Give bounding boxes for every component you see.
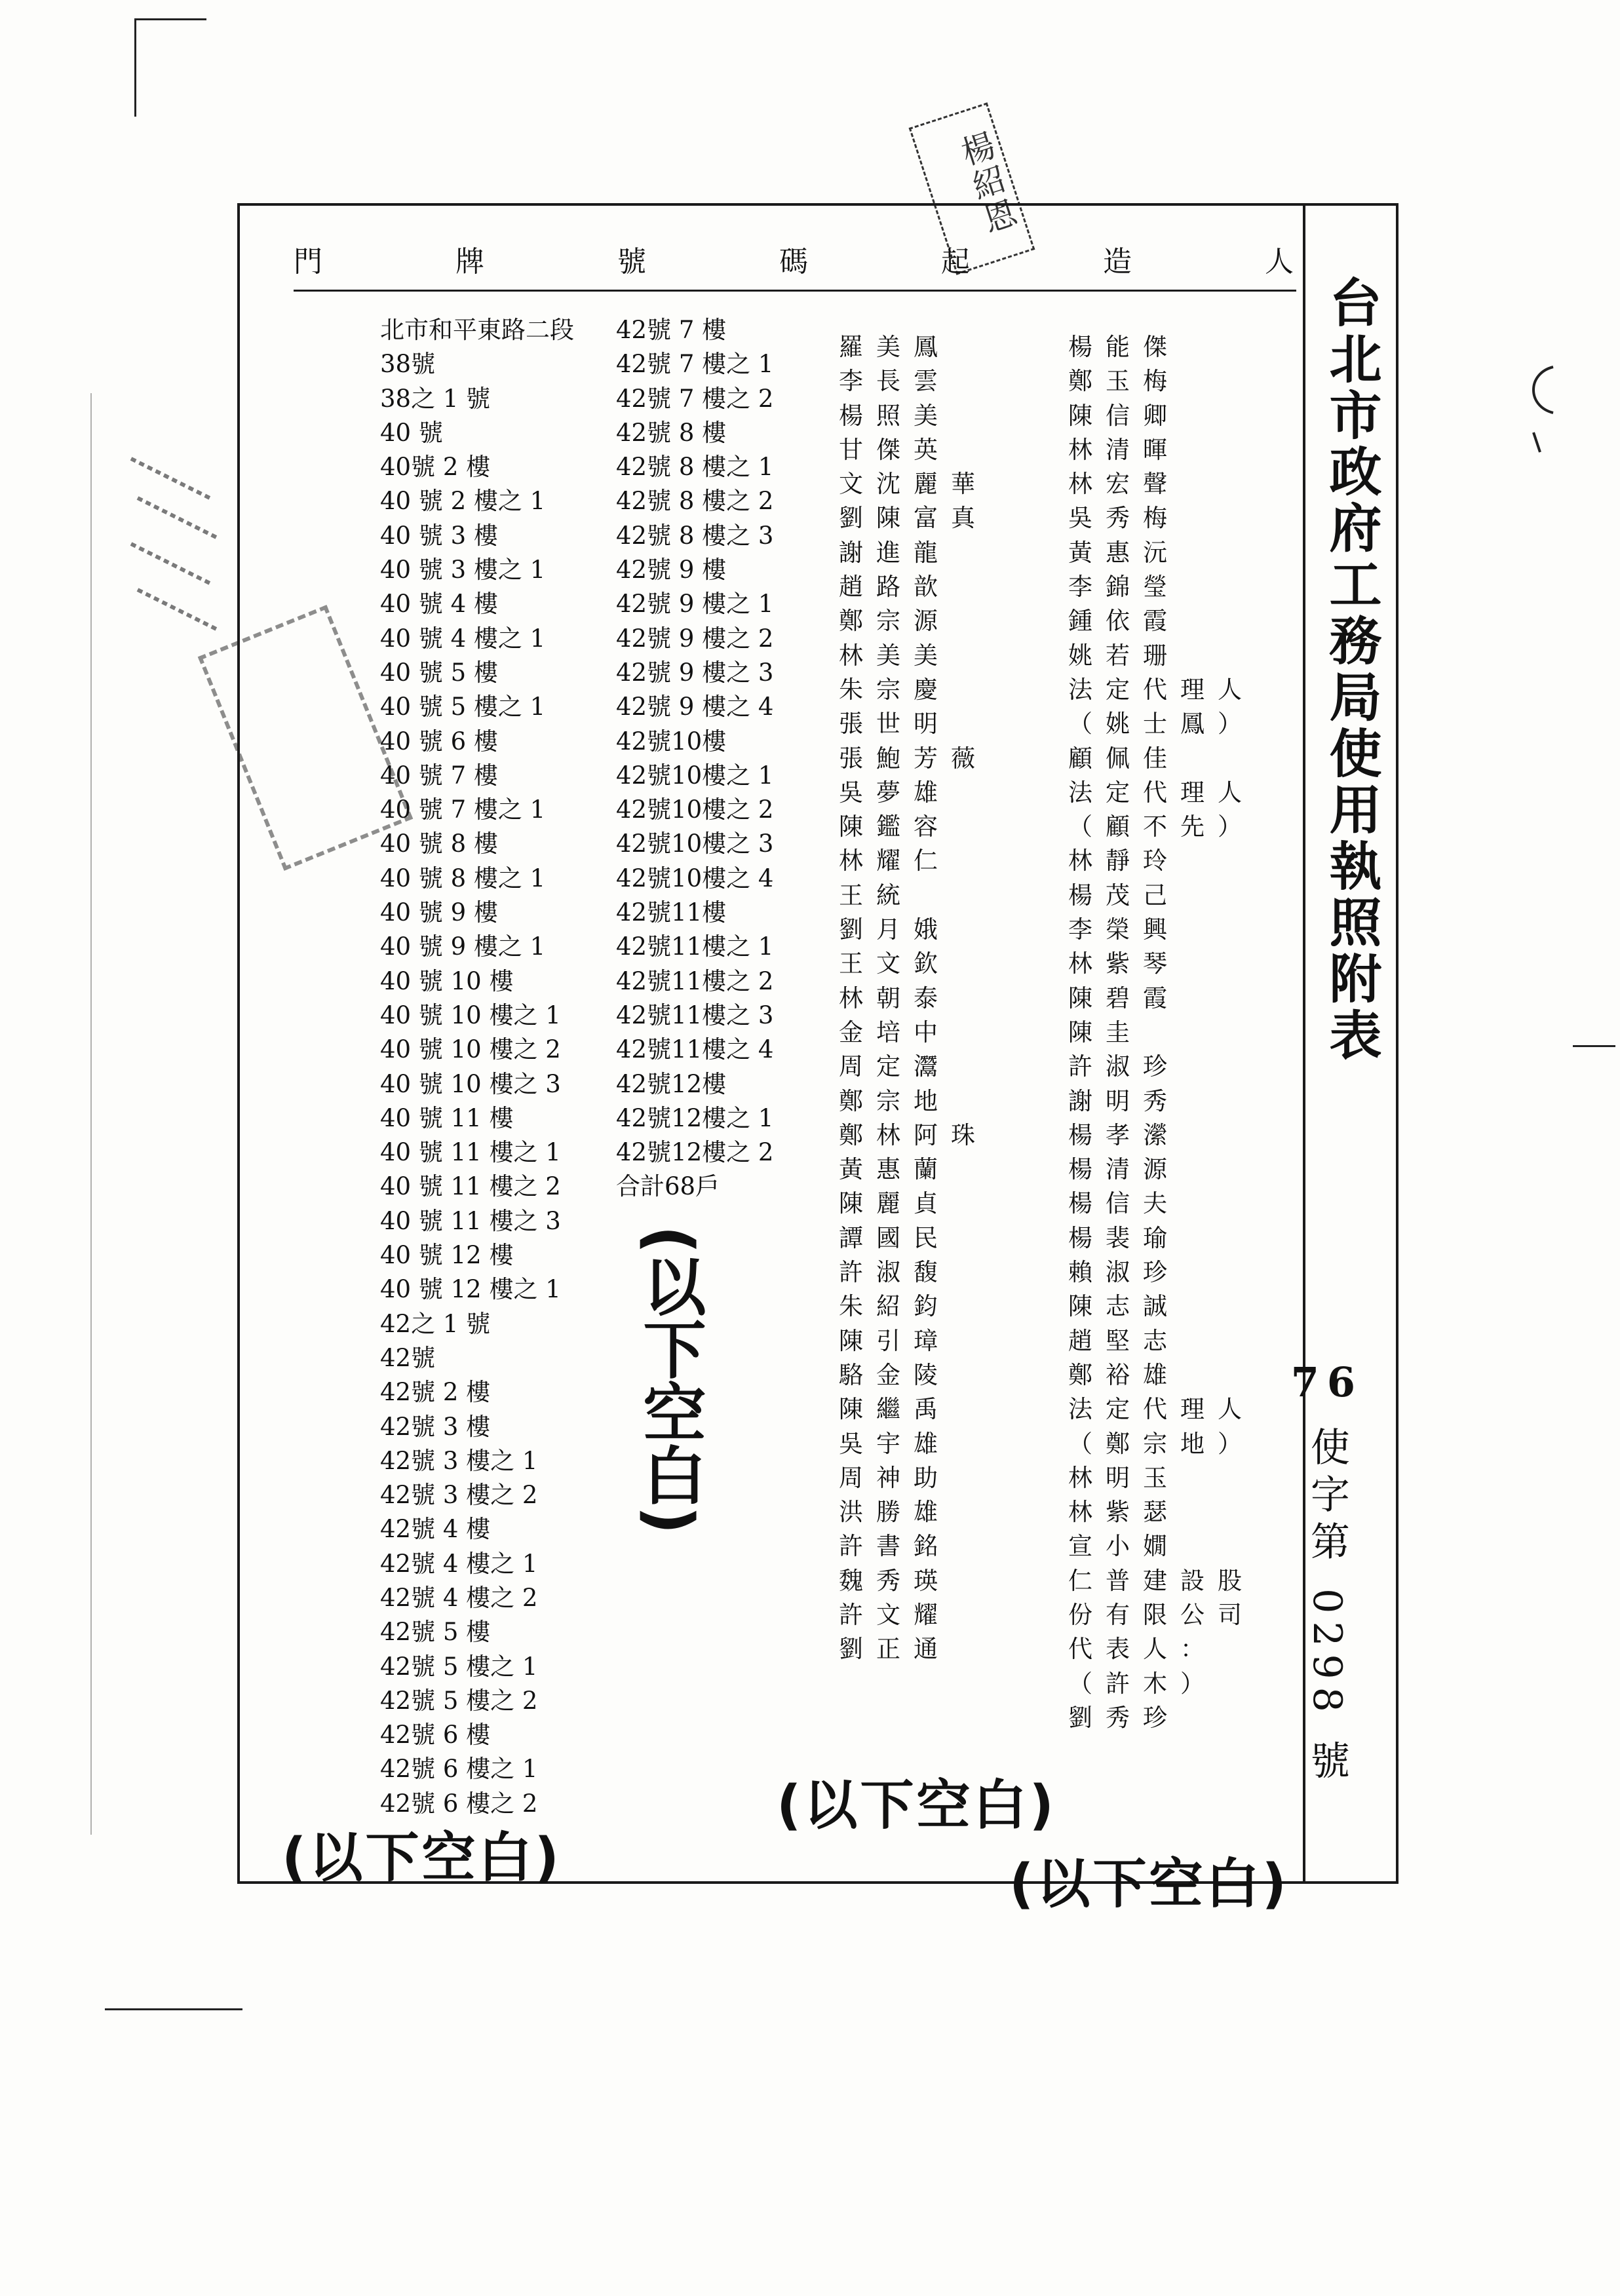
list-item: 鍾依霞 bbox=[1068, 607, 1180, 636]
list-item: 陳圭 bbox=[1068, 1018, 1143, 1046]
list-item: 42號11樓之 3 bbox=[616, 1001, 774, 1029]
blank-mark-col3: (以下空白) bbox=[777, 1774, 1056, 1837]
list-item: 42號11樓之 1 bbox=[616, 932, 774, 961]
list-item: 40 號 5 樓 bbox=[380, 658, 498, 687]
list-item: 40 號 11 樓之 3 bbox=[380, 1206, 561, 1235]
list-item: 周定灊 bbox=[839, 1052, 951, 1081]
list-item: 李榮興 bbox=[1068, 915, 1180, 944]
list-item: 楊清源 bbox=[1068, 1155, 1180, 1184]
list-item: 楊裴瑜 bbox=[1068, 1223, 1180, 1252]
list-item: 文沈麗華 bbox=[839, 470, 988, 499]
list-item: 38號 bbox=[380, 350, 436, 379]
list-item: 駱金陵 bbox=[839, 1360, 951, 1389]
header-col-0: 門 bbox=[294, 245, 325, 278]
list-item: 甘傑英 bbox=[839, 435, 951, 464]
scan-edge-line-top bbox=[134, 18, 136, 117]
address-column-1 bbox=[380, 313, 574, 1821]
list-item: 42號10樓之 2 bbox=[616, 795, 774, 824]
list-item: 朱宗慶 bbox=[839, 675, 951, 704]
list-item: 42號 9 樓 bbox=[616, 556, 727, 584]
list-item: 鄭玉梅 bbox=[1068, 367, 1180, 396]
list-item: 劉月娥 bbox=[839, 915, 951, 944]
list-item: 李長雲 bbox=[839, 367, 951, 396]
scan-edge-line-left bbox=[90, 393, 92, 1835]
list-item: 42號10樓之 3 bbox=[616, 830, 774, 858]
list-item: 42號 6 樓之 2 bbox=[380, 1789, 538, 1818]
blank-mark-col1: (以下空白) bbox=[282, 1827, 562, 1889]
list-item: 宣小嫺 bbox=[1068, 1532, 1180, 1561]
list-item: 42號11樓 bbox=[616, 898, 727, 927]
list-item: 趙路歆 bbox=[839, 573, 951, 602]
list-item: 42號 6 樓之 1 bbox=[380, 1755, 538, 1784]
list-item: 42號 3 樓之 2 bbox=[380, 1481, 538, 1510]
list-item: 許文耀 bbox=[839, 1600, 951, 1629]
list-item: 40 號 8 樓之 1 bbox=[380, 864, 546, 892]
list-item: 金培中 bbox=[839, 1018, 951, 1046]
list-item: 42號 9 樓之 3 bbox=[616, 658, 774, 687]
list-item: 劉正通 bbox=[839, 1635, 951, 1664]
header-col-2: 號 bbox=[617, 245, 649, 278]
list-item: 40 號 4 樓之 1 bbox=[380, 624, 546, 653]
list-item: 42號 8 樓 bbox=[616, 418, 727, 447]
list-item: 法定代理人 bbox=[1068, 675, 1255, 704]
list-item: 李錦瑩 bbox=[1068, 573, 1180, 602]
list-item: 張世明 bbox=[839, 710, 951, 738]
scan-smudge-right bbox=[1514, 360, 1573, 465]
list-item: 林紫琴 bbox=[1068, 949, 1180, 978]
list-item: 42號10樓之 4 bbox=[616, 864, 774, 892]
list-item: 謝進龍 bbox=[839, 538, 951, 567]
list-item: 楊茂己 bbox=[1068, 881, 1180, 909]
list-item: 42號11樓之 2 bbox=[616, 966, 774, 995]
builder-column-1 bbox=[839, 330, 988, 1667]
builder-column-2 bbox=[1068, 330, 1255, 1735]
header-col-6: 人 bbox=[1265, 245, 1296, 278]
list-item: 42號 4 樓之 2 bbox=[380, 1583, 538, 1612]
list-item: 吳夢雄 bbox=[839, 778, 951, 807]
list-item: 40 號 10 樓 bbox=[380, 966, 514, 995]
list-item: 40 號 4 樓 bbox=[380, 590, 498, 619]
scan-mark-bottom bbox=[105, 2008, 242, 2010]
list-item: 楊信夫 bbox=[1068, 1189, 1180, 1218]
list-item: 林朝泰 bbox=[839, 984, 951, 1012]
list-item: 朱紹鈞 bbox=[839, 1292, 951, 1321]
blank-mark-col2: (以下空白) bbox=[633, 1225, 706, 1535]
list-item: 黃惠蘭 bbox=[839, 1155, 951, 1184]
list-item: 42號 3 樓之 1 bbox=[380, 1446, 538, 1475]
list-item: 北市和平東路二段 bbox=[380, 316, 574, 344]
list-item: 賴淑珍 bbox=[1068, 1258, 1180, 1287]
header-col-5: 造 bbox=[1103, 245, 1134, 278]
permit-year: 76 bbox=[1290, 1358, 1363, 1406]
list-item: 42號10樓 bbox=[616, 727, 727, 756]
list-item: 42號 6 樓 bbox=[380, 1721, 491, 1750]
list-item: 譚國民 bbox=[839, 1223, 951, 1252]
list-item: 林紫瑟 bbox=[1068, 1498, 1180, 1527]
list-item: 顧佩佳 bbox=[1068, 744, 1180, 773]
list-item: 代表人： bbox=[1068, 1635, 1218, 1664]
list-item: 仁普建設股 bbox=[1068, 1566, 1255, 1595]
list-item: 40 號 11 樓 bbox=[380, 1103, 514, 1132]
list-item: 40 號 9 樓之 1 bbox=[380, 932, 546, 961]
header-separator bbox=[294, 290, 1296, 292]
list-item: 吳宇雄 bbox=[839, 1429, 951, 1458]
list-item: 38之 1 號 bbox=[380, 384, 491, 413]
list-item: 羅美鳳 bbox=[839, 333, 951, 361]
list-item: 42號11樓之 4 bbox=[616, 1035, 774, 1064]
list-item: 42號12樓 bbox=[616, 1069, 727, 1098]
list-item: 劉陳富真 bbox=[839, 504, 988, 533]
list-item: 陳鑑容 bbox=[839, 813, 951, 841]
document-title: 台北市政府工務局使用執照附表 bbox=[1321, 275, 1382, 1064]
list-item: 黃惠沅 bbox=[1068, 538, 1180, 567]
list-item: 法定代理人 bbox=[1068, 1395, 1255, 1424]
list-item: 40 號 6 樓 bbox=[380, 727, 498, 756]
list-item: 陳信卿 bbox=[1068, 401, 1180, 430]
list-item: 洪勝雄 bbox=[839, 1498, 951, 1527]
list-item: 42號 9 樓之 4 bbox=[616, 693, 774, 721]
list-item: 陳引璋 bbox=[839, 1326, 951, 1355]
list-item: 40 號 2 樓之 1 bbox=[380, 487, 546, 516]
list-item: 楊照美 bbox=[839, 401, 951, 430]
list-item: 42號 4 樓 bbox=[380, 1515, 491, 1544]
list-item: 林清暉 bbox=[1068, 435, 1180, 464]
list-item: 許淑馥 bbox=[839, 1258, 951, 1287]
list-item: 42號 2 樓 bbox=[380, 1378, 491, 1407]
list-item: 40 號 5 樓之 1 bbox=[380, 693, 546, 721]
list-item: 42號 5 樓之 2 bbox=[380, 1686, 538, 1715]
list-item: 林美美 bbox=[839, 641, 951, 670]
list-item: 陳碧霞 bbox=[1068, 984, 1180, 1012]
list-item: （顧不先） bbox=[1068, 813, 1255, 841]
list-item: 42號 8 樓之 1 bbox=[616, 453, 774, 482]
list-item: 40 號 9 樓 bbox=[380, 898, 498, 927]
address-column-2 bbox=[616, 313, 773, 1204]
list-item: 42之 1 號 bbox=[380, 1309, 491, 1338]
list-item: 周神助 bbox=[839, 1463, 951, 1492]
list-item: 42號 7 樓 bbox=[616, 316, 727, 344]
permit-number bbox=[1284, 1343, 1363, 1802]
list-item: 吳秀梅 bbox=[1068, 504, 1180, 533]
header-col-1: 牌 bbox=[455, 245, 487, 278]
list-item: 鄭宗源 bbox=[839, 607, 951, 636]
list-item: 林耀仁 bbox=[839, 847, 951, 875]
list-item: 42號12樓之 1 bbox=[616, 1103, 774, 1132]
list-item: 陳繼禹 bbox=[839, 1395, 951, 1424]
list-item: 40 號 10 樓之 2 bbox=[380, 1035, 561, 1064]
list-item: 趙堅志 bbox=[1068, 1326, 1180, 1355]
list-item: 姚若珊 bbox=[1068, 641, 1180, 670]
list-item: 楊能傑 bbox=[1068, 333, 1180, 361]
list-item: （姚士鳳） bbox=[1068, 710, 1255, 738]
scan-smudge-left bbox=[118, 446, 223, 655]
header-col-4: 起 bbox=[941, 245, 973, 278]
list-item: 42號 5 樓 bbox=[380, 1618, 491, 1647]
table-header bbox=[294, 223, 1296, 295]
permit-suffix: 使字第 0298 號 bbox=[1303, 1426, 1350, 1788]
list-item: 張鮑芳薇 bbox=[839, 744, 988, 773]
list-item: 40 號 11 樓之 1 bbox=[380, 1138, 561, 1167]
list-item: 40 號 7 樓之 1 bbox=[380, 795, 546, 824]
list-item: 林宏聲 bbox=[1068, 470, 1180, 499]
list-item: 42號 3 樓 bbox=[380, 1412, 491, 1441]
list-item: 42號 bbox=[380, 1343, 436, 1372]
list-item: 鄭林阿珠 bbox=[839, 1120, 988, 1149]
list-item: 42號 7 樓之 2 bbox=[616, 384, 774, 413]
list-item: 42號 5 樓之 1 bbox=[380, 1652, 538, 1681]
list-item: 楊孝瀠 bbox=[1068, 1120, 1180, 1149]
list-item: 42號 8 樓之 2 bbox=[616, 487, 774, 516]
scan-mark-right bbox=[1573, 1045, 1615, 1047]
total-count: 合計68戶 bbox=[616, 1172, 720, 1201]
list-item: 40 號 bbox=[380, 418, 443, 447]
list-item: 陳志誠 bbox=[1068, 1292, 1180, 1321]
list-item: 42號10樓之 1 bbox=[616, 761, 774, 790]
list-item: 40 號 7 樓 bbox=[380, 761, 498, 790]
list-item: 40 號 12 樓 bbox=[380, 1241, 514, 1270]
list-item: 40號 2 樓 bbox=[380, 453, 491, 482]
list-item: 許淑珍 bbox=[1068, 1052, 1180, 1081]
list-item: 份有限公司 bbox=[1068, 1600, 1255, 1629]
blank-mark-col4: (以下空白) bbox=[1009, 1853, 1289, 1915]
list-item: 謝明秀 bbox=[1068, 1086, 1180, 1115]
list-item: 鄭裕雄 bbox=[1068, 1360, 1180, 1389]
list-item: 42號 9 樓之 2 bbox=[616, 624, 774, 653]
list-item: 林明玉 bbox=[1068, 1463, 1180, 1492]
list-item: 陳麗貞 bbox=[839, 1189, 951, 1218]
list-item: （許木） bbox=[1068, 1669, 1218, 1698]
list-item: （鄭宗地） bbox=[1068, 1429, 1255, 1458]
list-item: 鄭宗地 bbox=[839, 1086, 951, 1115]
list-item: 42號 8 樓之 3 bbox=[616, 521, 774, 550]
list-item: 法定代理人 bbox=[1068, 778, 1255, 807]
list-item: 40 號 3 樓 bbox=[380, 521, 498, 550]
header-col-3: 碼 bbox=[779, 245, 811, 278]
list-item: 42號 9 樓之 1 bbox=[616, 590, 774, 619]
list-item: 40 號 3 樓之 1 bbox=[380, 556, 546, 584]
list-item: 劉秀珍 bbox=[1068, 1703, 1180, 1732]
list-item: 40 號 11 樓之 2 bbox=[380, 1172, 561, 1201]
list-item: 42號 7 樓之 1 bbox=[616, 350, 774, 379]
list-item: 40 號 10 樓之 3 bbox=[380, 1069, 561, 1098]
list-item: 魏秀瑛 bbox=[839, 1566, 951, 1595]
scan-edge-line-top-h bbox=[134, 18, 206, 20]
list-item: 王統 bbox=[839, 881, 914, 909]
list-item: 林靜玲 bbox=[1068, 847, 1180, 875]
list-item: 40 號 8 樓 bbox=[380, 830, 498, 858]
list-item: 42號12樓之 2 bbox=[616, 1138, 774, 1167]
list-item: 40 號 12 樓之 1 bbox=[380, 1275, 561, 1304]
list-item: 許書銘 bbox=[839, 1532, 951, 1561]
seal-stamp: 楊紹恩 bbox=[909, 102, 1035, 275]
list-item: 40 號 10 樓之 1 bbox=[380, 1001, 561, 1029]
list-item: 42號 4 樓之 1 bbox=[380, 1549, 538, 1578]
list-item: 王文欽 bbox=[839, 949, 951, 978]
